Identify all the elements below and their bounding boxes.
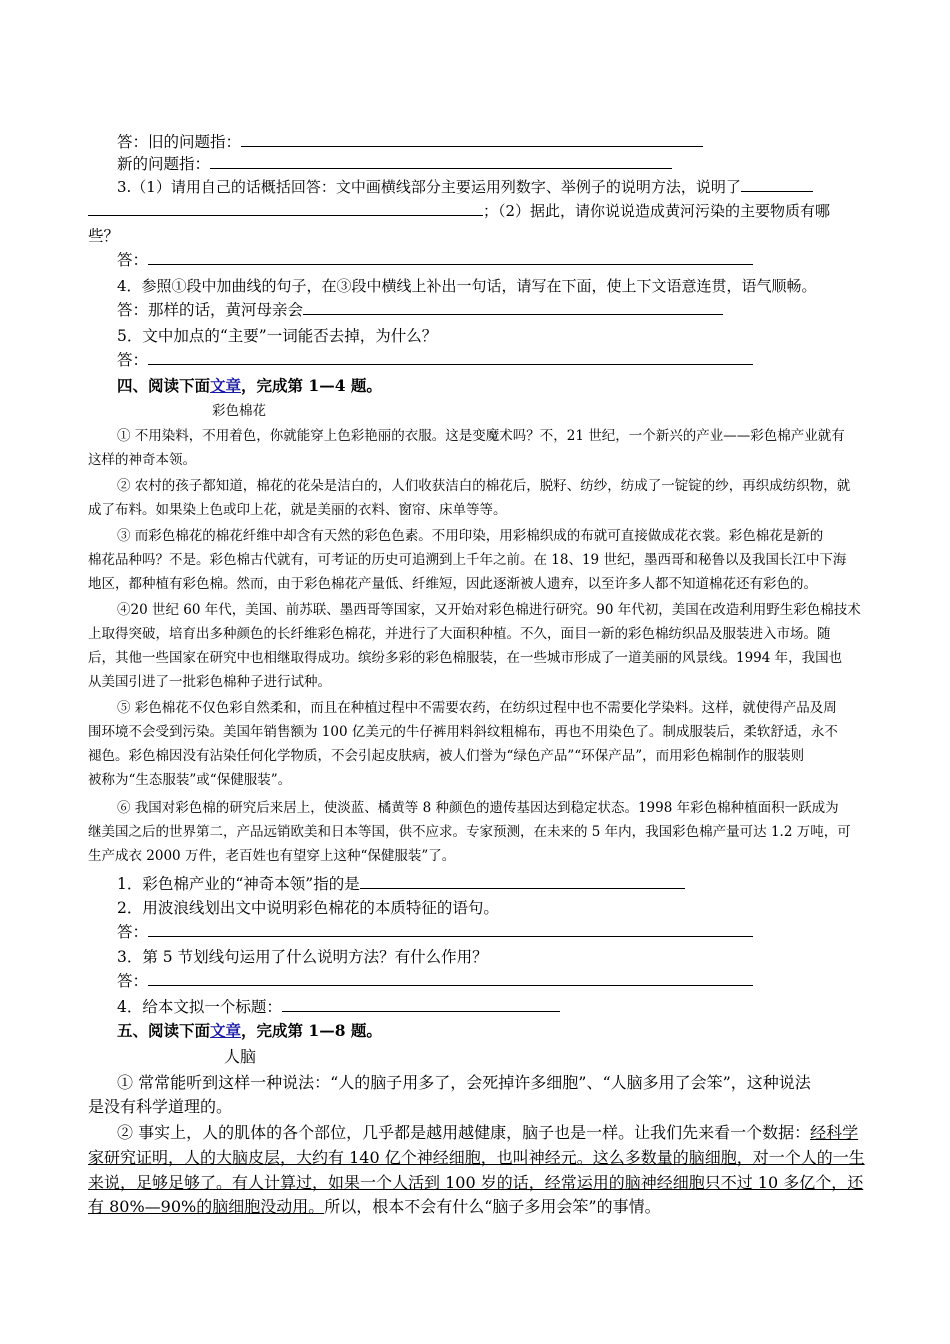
article-link[interactable]: 文章	[210, 376, 242, 395]
article-title: 彩色棉花	[212, 403, 266, 419]
paragraph-line: 继美国之后的世界第二，产品远销欧美和日本等国，供不应求。专家预测，在未来的 5 年内，我国彩色棉产量可达 1.2 万吨，可	[88, 824, 851, 840]
paragraph-line: ① 不用染料，不用着色，你就能穿上色彩艳丽的衣服。这是变魔术吗？不，21 世纪，一个新兴的产业——彩色棉产业就有	[117, 428, 845, 444]
underlined-text: 家研究证明，人的大脑皮层，大约有 140 亿个神经细胞，也叫神经元。这么多数量的脑细胞，对一个人的一生	[88, 1148, 865, 1167]
paragraph-line: 围环境不会受到污染。美国年销售额为 100 亿美元的牛仔裤用料斜纹粗棉布，再也不用染色了。制成服装后，柔软舒适，永不	[88, 724, 838, 740]
paragraph-line: ③ 而彩色棉花的棉花纤维中却含有天然的彩色色素。不用印染，用彩棉织成的布就可直接做成花衣裳。彩色棉花是新的	[117, 528, 824, 544]
answer-blank[interactable]	[148, 971, 753, 986]
answer-line-5	[117, 350, 753, 370]
paragraph-line: 地区，都种植有彩色棉。然而，由于彩色棉花产量低、纤维短，因此逐渐被人遗弃，以至许多人都不知道棉花还有彩色的。	[88, 576, 817, 592]
question-2: 2．用波浪线划出文中说明彩色棉花的本质特征的语句。	[117, 899, 499, 917]
section-4-heading	[117, 376, 382, 396]
answer-label: 新的问题指：	[117, 155, 211, 173]
answer-line	[117, 922, 753, 942]
paragraph-line: ② 农村的孩子都知道，棉花的花朵是洁白的，人们收获洁白的棉花后，脱籽、纺纱，纺成了一锭锭的纱，再织成纺织物，就	[117, 478, 851, 494]
paragraph-text: 所以，根本不会有什么“脑子多用会笨”的事情。	[324, 1197, 661, 1216]
paragraph-line: ⑥ 我国对彩色棉的研究后来居上，使淡蓝、橘黄等 8 种颜色的遗传基因达到稳定状态。1998 年彩色棉种植面积一跃成为	[117, 800, 839, 816]
section-5-heading	[117, 1021, 382, 1041]
paragraph-line: 棉花品种吗？不是。彩色棉古代就有，可考证的历史可追溯到上千年之前。在 18、19 世纪，墨西哥和秘鲁以及我国长江中下海	[88, 552, 847, 568]
answer-blank[interactable]	[360, 874, 685, 889]
article-title: 人脑	[224, 1047, 257, 1066]
answer-blank[interactable]	[210, 154, 672, 169]
heading-text: ，完成第 1—4 题。	[241, 376, 382, 395]
answer-blank[interactable]	[241, 132, 703, 147]
question-3: 3．第 5 节划线句运用了什么说明方法？有什么作用？	[117, 948, 488, 966]
answer-blank[interactable]	[88, 201, 483, 216]
answer-label: 答：那样的话，黄河母亲会	[117, 301, 304, 319]
answer-label: 答：	[117, 972, 149, 990]
answer-label: 答：	[117, 251, 149, 269]
paragraph-line: 从美国引进了一批彩色棉种子进行试种。	[88, 674, 331, 690]
paragraph-line	[88, 1197, 661, 1217]
paragraph-line: 是没有科学道理的。	[88, 1097, 233, 1116]
paragraph-line	[117, 1123, 858, 1143]
answer-blank[interactable]	[148, 922, 753, 937]
answer-blank[interactable]	[303, 300, 723, 315]
paragraph-line: ⑤ 彩色棉花不仅色彩自然柔和，而且在种植过程中不需要农药，在纺织过程中也不需要化学染料。这样，就使得产品及周	[117, 700, 837, 716]
question-4	[117, 997, 560, 1017]
answer-label: 答：旧的问题指：	[117, 133, 242, 151]
paragraph-line: 成了布料。如果染上色或印上花，就是美丽的衣料、窗帘、床单等等。	[88, 502, 507, 518]
paragraph-line: 褪色。彩色棉因没有沾染任何化学物质，不会引起皮肤病，被人们誉为“绿色产品”“环保产品”，而用彩色棉制作的服装则	[88, 748, 805, 764]
article-link[interactable]: 文章	[210, 1021, 242, 1040]
answer-blank[interactable]	[148, 250, 753, 265]
answer-line-new	[117, 154, 672, 174]
heading-text: ，完成第 1—8 题。	[241, 1021, 382, 1040]
heading-text: 四、阅读下面	[117, 376, 211, 395]
underlined-text: 有 80%—90%的脑细胞没动用。	[88, 1197, 325, 1216]
answer-blank[interactable]	[741, 177, 813, 192]
answer-label: 答：	[117, 351, 149, 369]
answer-label: 答：	[117, 923, 149, 941]
underlined-text: 来说，足够足够了。有人计算过，如果一个人活到 100 岁的话，经常运用的脑神经细胞只不过 10 多亿个，还	[88, 1173, 864, 1192]
question-4: 4．参照①段中加曲线的句子，在③段中横线上补出一句话，请写在下面，使上下文语意连贯，语气顺畅。	[117, 277, 817, 295]
paragraph-line: 后，其他一些国家在研究中也相继取得成功。缤纷多彩的彩色棉服装，在一些城市形成了一道美丽的风景线。1994 年，我国也	[88, 650, 843, 666]
question-3-end: 些？	[88, 227, 120, 245]
question-5: 5．文中加点的“主要”一词能否去掉，为什么？	[117, 327, 438, 345]
paragraph-line: 上取得突破，培育出多种颜色的长纤维彩色棉花，并进行了大面积种植。不久，面目一新的彩色棉纺织品及服装进入市场。随	[88, 626, 831, 642]
question-1	[117, 874, 685, 894]
question-text: 1．彩色棉产业的“神奇本领”指的是	[117, 875, 360, 893]
paragraph-line: ① 常常能听到这样一种说法：“人的脑子用多了，会死掉许多细胞”、“人脑多用了会笨”，这种说法	[117, 1073, 811, 1092]
paragraph-line: ④20 世纪 60 年代，美国、前苏联、墨西哥等国家，又开始对彩色棉进行研究。90 年代初，美国在改造利用野生彩色棉技术	[117, 602, 861, 618]
paragraph-text: ② 事实上，人的肌体的各个部位，几乎都是越用越健康，脑子也是一样。让我们先来看一个数据：	[117, 1123, 811, 1142]
answer-line-4	[117, 300, 723, 320]
question-3-cont	[88, 201, 830, 221]
question-text: ；（2）据此，请你说说造成黄河污染的主要物质有哪	[483, 202, 831, 220]
answer-line-old	[117, 132, 703, 152]
paragraph-line: 被称为“生态服装”或“保健服装”。	[88, 772, 292, 788]
question-text: 3.（1）请用自己的话概括回答：文中画横线部分主要运用列数字、举例子的说明方法，说明了	[117, 178, 741, 196]
answer-line-3	[117, 250, 753, 270]
paragraph-line: 这样的神奇本领。	[88, 452, 196, 468]
heading-text: 五、阅读下面	[117, 1021, 211, 1040]
question-3	[117, 177, 813, 197]
answer-blank[interactable]	[282, 997, 560, 1012]
answer-blank[interactable]	[148, 350, 753, 365]
question-text: 4．给本文拟一个标题：	[117, 998, 282, 1016]
paragraph-line: 生产成衣 2000 万件，老百姓也有望穿上这种“保健服装”了。	[88, 848, 456, 864]
underlined-text: 经科学	[810, 1123, 859, 1142]
answer-line	[117, 971, 753, 991]
